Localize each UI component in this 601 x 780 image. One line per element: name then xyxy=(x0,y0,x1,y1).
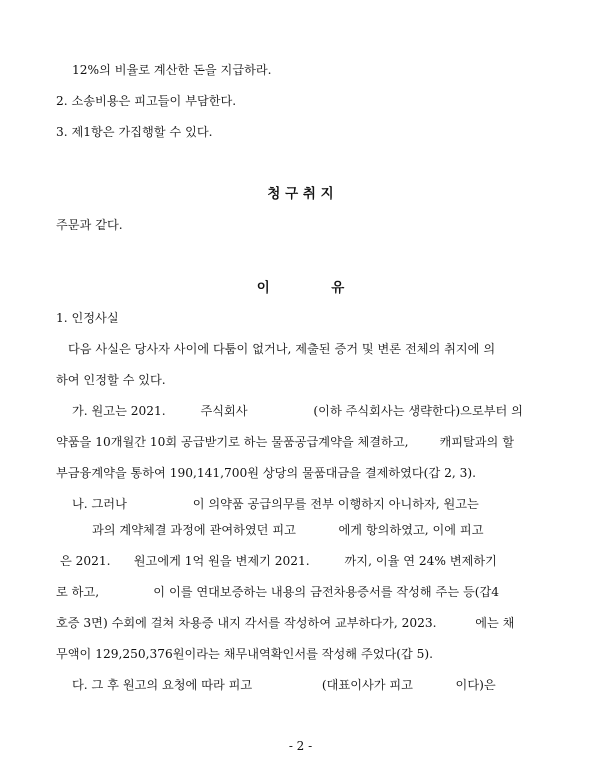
claim-heading: 청 구 취 지 xyxy=(267,186,334,202)
body-line: 로 하고, 이 이를 연대보증하는 내용의 금전차용증서를 작성해 주는 등(갑4 xyxy=(56,585,500,599)
reason-heading xyxy=(0,276,601,296)
reason-heading-char-1: 이 xyxy=(256,280,270,296)
reason-heading-char-2: 유 xyxy=(331,280,345,296)
page-number: - 2 - xyxy=(288,739,313,753)
body-line: 하여 인정할 수 있다. xyxy=(56,373,166,387)
order-line-interest: 12%의 비율로 계산한 돈을 지급하라. xyxy=(72,63,272,77)
body-line: 가. 원고는 2021. 주식회사 (이하 주식회사는 생략한다)으로부터 의 xyxy=(72,404,523,418)
body-line: 나. 그러나 이 의약품 공급의무를 전부 이행하지 아니하자, 원고는 xyxy=(72,497,479,511)
order-line-costs: 2. 소송비용은 피고들이 부담한다. xyxy=(56,94,237,108)
body-line: 약품을 10개월간 10회 공급받기로 하는 물품공급계약을 체결하고, 캐피탈과의 할 xyxy=(56,435,514,449)
body-line: 무액이 129,250,376원이라는 채무내역확인서를 작성해 주었다(갑 5). xyxy=(56,647,434,661)
section1-title: 1. 인정사실 xyxy=(56,311,119,325)
body-line: 부금융계약을 통하여 190,141,700원 상당의 물품대금을 결제하였다(갑 2, 3). xyxy=(56,466,476,480)
order-line-provisional: 3. 제1항은 가집행할 수 있다. xyxy=(56,125,213,139)
body-line: 은 2021. 원고에게 1억 원을 변제기 2021. 까지, 이율 연 24% 변제하기 xyxy=(60,554,497,568)
claim-text: 주문과 같다. xyxy=(56,218,123,232)
body-line: 과의 계약체결 과정에 관여하였던 피고 에게 항의하였고, 이에 피고 xyxy=(92,523,484,537)
body-line: 다. 그 후 원고의 요청에 따라 피고 (대표이사가 피고 이다)은 xyxy=(72,678,496,692)
body-line: 다음 사실은 당사자 사이에 다툼이 없거나, 제출된 증거 및 변론 전체의 취지에 의 xyxy=(68,342,496,356)
body-line: 호증 3면) 수회에 걸쳐 차용증 내지 각서를 작성하여 교부하다가, 2023. 에는 채 xyxy=(56,616,515,630)
